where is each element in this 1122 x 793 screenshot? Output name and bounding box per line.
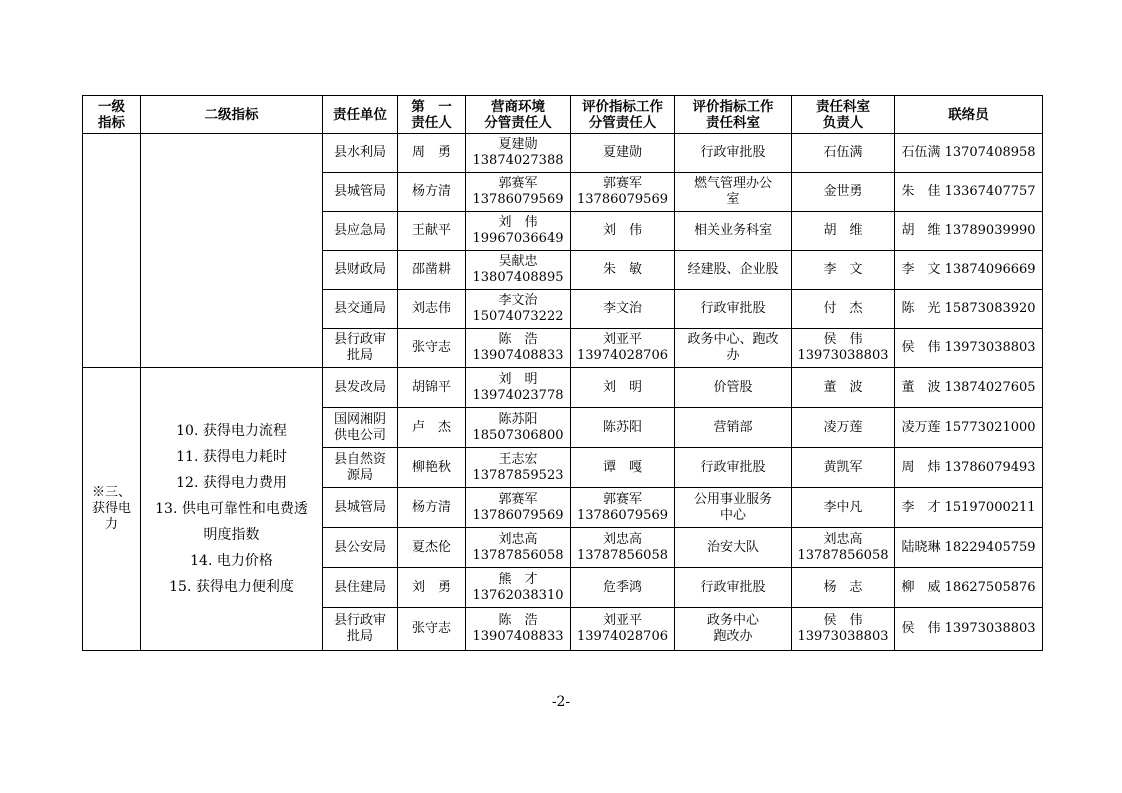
cell-line: 13787859523 (472, 467, 564, 483)
cell-line: 13787856058 (797, 547, 889, 563)
cell-line: 13973038803 (797, 629, 889, 644)
cell-line: 陈苏阳 (602, 419, 642, 435)
cell-line: 胡锦平 (411, 379, 451, 395)
eval-dept-cell (675, 329, 792, 368)
table-row (83, 368, 1043, 408)
first-person-cell (398, 329, 466, 368)
cell-line: 危季鸿 (602, 579, 642, 595)
biz-env-manager-cell (466, 608, 571, 651)
cell-line: 政务中心 (706, 613, 759, 628)
cell-line: 陈 浩 (498, 613, 538, 628)
cell-line: 治安大队 (706, 539, 759, 555)
cell-line: 柳艳秋 (411, 459, 451, 475)
cell-line: 营销部 (713, 419, 753, 435)
eval-manager-cell (571, 528, 675, 568)
cell-line: 董 波 (823, 379, 863, 395)
liaison-cell: 柳 威 18627505876 (895, 568, 1043, 608)
responsibility-table (82, 95, 1043, 651)
liaison-cell: 陈 光 15873083920 (895, 290, 1043, 329)
dept-head-cell (792, 408, 895, 448)
cell-line: 13974023778 (472, 387, 564, 403)
biz-env-manager-cell (466, 173, 571, 212)
cell-line: 评价指标工作 (692, 98, 774, 115)
cell-line: 吴献忠 (498, 254, 538, 269)
cell-line: 18507306800 (472, 427, 564, 443)
first-person-cell (398, 528, 466, 568)
eval-dept-cell (675, 173, 792, 212)
biz-env-manager-cell (466, 251, 571, 290)
cell-line: 供电公司 (333, 427, 386, 443)
level1-indicator-cell (83, 368, 141, 651)
cell-line: 行政审批股 (700, 459, 766, 475)
unit-cell (323, 290, 398, 329)
cell-line: 郭赛军 (498, 491, 538, 507)
level2-indicator-item: 10. 获得电力流程 (176, 423, 287, 439)
cell-line: 周 勇 (411, 145, 451, 160)
unit-cell (323, 329, 398, 368)
header-level1 (83, 96, 141, 134)
cell-line: 一级 (98, 98, 125, 115)
first-person-cell (398, 368, 466, 408)
cell-line: 13786079569 (577, 192, 668, 207)
cell-line: 县公安局 (333, 539, 386, 555)
cell-line: 13762038310 (472, 587, 564, 603)
cell-line: 燃气管理办公 (693, 176, 772, 191)
cell-line: 夏杰伦 (411, 539, 451, 555)
first-person-cell (398, 212, 466, 251)
liaison-cell: 朱 佳 13367407757 (895, 173, 1043, 212)
cell-line: 办 (726, 348, 740, 363)
liaison-cell: 胡 维 13789039990 (895, 212, 1043, 251)
biz-env-manager-cell (466, 212, 571, 251)
eval-manager-cell (571, 608, 675, 651)
first-person-cell (398, 568, 466, 608)
cell-line: 王献平 (411, 223, 451, 238)
cell-line: 刘 勇 (411, 579, 451, 595)
liaison-cell: 凌万莲 15773021000 (895, 408, 1043, 448)
eval-manager-cell (571, 568, 675, 608)
unit-cell (323, 408, 398, 448)
cell-line: 19967036649 (472, 231, 564, 246)
eval-dept-cell (675, 568, 792, 608)
cell-line: 责任科室 (706, 114, 760, 131)
level2-indicator-cell (141, 368, 323, 651)
cell-line: 公用事业服务 (693, 491, 772, 507)
dept-head-cell (792, 290, 895, 329)
header-biz-env-manager (466, 96, 571, 134)
cell-line: 获得电 (91, 501, 131, 516)
eval-dept-cell (675, 488, 792, 528)
cell-line: 刘 明 (602, 379, 642, 395)
cell-line: 李中凡 (823, 499, 863, 515)
first-person-cell (398, 251, 466, 290)
cell-line: 刘忠高 (498, 531, 538, 547)
cell-line: 中心 (719, 507, 746, 523)
cell-line: 行政审批股 (700, 145, 766, 160)
cell-line: 县城管局 (333, 499, 386, 515)
dept-head-cell (792, 134, 895, 173)
eval-dept-cell (675, 368, 792, 408)
eval-manager-cell (571, 368, 675, 408)
cell-line: 县住建局 (333, 579, 386, 595)
unit-cell (323, 528, 398, 568)
dept-head-cell (792, 251, 895, 290)
eval-dept-cell (675, 528, 792, 568)
cell-line: 县自然资 (333, 451, 386, 467)
cell-line: 王志宏 (498, 451, 538, 467)
cell-line: 跑改办 (713, 629, 753, 644)
cell-line: 侯 伟 (823, 332, 863, 347)
level2-indicator-item: 14. 电力价格 (190, 553, 273, 569)
unit-cell (323, 368, 398, 408)
biz-env-manager-cell (466, 488, 571, 528)
first-person-cell (398, 608, 466, 651)
dept-head-cell (792, 448, 895, 488)
page-number: -2- (551, 694, 571, 710)
liaison-cell: 周 炜 13786079493 (895, 448, 1043, 488)
biz-env-manager-cell (466, 134, 571, 173)
cell-line: 批局 (346, 348, 373, 363)
table-body (83, 134, 1043, 651)
cell-line: 侯 伟 (823, 613, 863, 628)
cell-line: 二级指标 (204, 106, 259, 123)
cell-line: 第 一 (411, 98, 452, 115)
cell-line: 县财政局 (333, 262, 386, 277)
level2-indicator-item: 明度指数 (203, 527, 260, 543)
cell-line: 县发改局 (333, 379, 386, 395)
cell-line: 卢 杰 (411, 419, 451, 435)
cell-line: 夏建勋 (498, 137, 538, 152)
cell-line: ※三、 (91, 485, 131, 500)
cell-line: 13907408833 (472, 348, 564, 363)
unit-cell (323, 173, 398, 212)
cell-line: 陈 浩 (498, 332, 538, 347)
first-person-cell (398, 134, 466, 173)
cell-line: 张守志 (411, 621, 451, 636)
cell-line: 熊 才 (498, 571, 538, 587)
eval-manager-cell (571, 290, 675, 329)
liaison-cell: 陆晓琳 18229405759 (895, 528, 1043, 568)
biz-env-manager-cell (466, 329, 571, 368)
cell-line: 李 文 (823, 262, 863, 277)
liaison-cell: 董 波 13874027605 (895, 368, 1043, 408)
header-eval-dept (675, 96, 792, 134)
unit-cell (323, 212, 398, 251)
header-level2 (141, 96, 323, 134)
cell-line: 13974028706 (577, 629, 668, 644)
header-first-person (398, 96, 466, 134)
cell-line: 分管责任人 (484, 114, 552, 131)
dept-head-cell (792, 173, 895, 212)
cell-line: 国网湘阴 (333, 411, 386, 427)
eval-manager-cell (571, 212, 675, 251)
cell-line: 负责人 (822, 114, 864, 131)
cell-line: 李文治 (602, 301, 642, 316)
cell-line: 13807408895 (472, 270, 564, 285)
liaison-cell: 侯 伟 13973038803 (895, 329, 1043, 368)
cell-line: 营商环境 (491, 98, 545, 115)
biz-env-manager-cell (466, 290, 571, 329)
cell-line: 刘 伟 (602, 223, 642, 238)
eval-manager-cell (571, 173, 675, 212)
header-liaison (895, 96, 1043, 134)
eval-dept-cell (675, 251, 792, 290)
liaison-cell: 李 文 13874096669 (895, 251, 1043, 290)
unit-cell (323, 568, 398, 608)
cell-line: 13787856058 (472, 547, 564, 563)
eval-dept-cell (675, 408, 792, 448)
unit-cell (323, 608, 398, 651)
dept-head-cell (792, 212, 895, 251)
cell-line: 付 杰 (823, 301, 863, 316)
cell-line: 13973038803 (797, 348, 889, 363)
biz-env-manager-cell (466, 448, 571, 488)
cell-line: 经建股、企业股 (687, 262, 779, 277)
eval-dept-cell (675, 212, 792, 251)
liaison-cell: 李 才 15197000211 (895, 488, 1043, 528)
cell-line: 胡 维 (823, 223, 863, 238)
cell-line: 黄凯军 (823, 459, 863, 475)
cell-line: 朱 敏 (602, 262, 642, 277)
eval-manager-cell (571, 134, 675, 173)
unit-cell (323, 488, 398, 528)
cell-line: 13787856058 (577, 547, 668, 563)
eval-dept-cell (675, 448, 792, 488)
first-person-cell (398, 173, 466, 212)
eval-manager-cell (571, 448, 675, 488)
header-unit (323, 96, 398, 134)
cell-line: 刘志伟 (411, 301, 451, 316)
cell-line: 政务中心、跑改 (687, 332, 779, 347)
cell-line: 县交通局 (333, 301, 386, 316)
dept-head-cell (792, 488, 895, 528)
liaison-cell: 石伍满 13707408958 (895, 134, 1043, 173)
cell-line: 批局 (346, 629, 373, 644)
biz-env-manager-cell (466, 408, 571, 448)
cell-line: 相关业务科室 (693, 223, 772, 238)
cell-line: 评价指标工作 (582, 98, 663, 115)
cell-line: 杨方清 (411, 499, 451, 515)
cell-line: 13907408833 (472, 629, 564, 644)
biz-env-manager-cell (466, 368, 571, 408)
first-person-cell (398, 488, 466, 528)
cell-line: 源局 (346, 467, 373, 483)
dept-head-cell (792, 368, 895, 408)
cell-line: 13786079569 (472, 192, 564, 207)
first-person-cell (398, 290, 466, 329)
cell-line: 县行政审 (333, 332, 386, 347)
unit-cell (323, 251, 398, 290)
eval-manager-cell (571, 251, 675, 290)
cell-line: 县行政审 (333, 613, 386, 628)
cell-line: 凌万莲 (823, 419, 863, 435)
cell-line: 县水利局 (333, 145, 386, 160)
cell-line: 刘忠高 (823, 531, 863, 547)
level2-indicator-item: 13. 供电可靠性和电费透 (155, 501, 308, 517)
unit-cell (323, 134, 398, 173)
cell-line: 行政审批股 (700, 301, 766, 316)
cell-line: 13786079569 (577, 507, 668, 523)
cell-line: 金世勇 (823, 184, 863, 199)
cell-line: 刘亚平 (602, 613, 642, 628)
dept-head-cell (792, 568, 895, 608)
cell-line: 责任科室 (816, 98, 870, 115)
dept-head-cell (792, 608, 895, 651)
cell-line: 李文治 (498, 293, 538, 308)
cell-line: 张守志 (411, 340, 451, 355)
level2-indicator-item: 11. 获得电力耗时 (176, 449, 287, 465)
biz-env-manager-cell (466, 528, 571, 568)
header-row (83, 96, 1043, 134)
cell-line: 县城管局 (333, 184, 386, 199)
unit-cell (323, 448, 398, 488)
cell-line: 刘忠高 (602, 531, 642, 547)
cell-line: 郭赛军 (602, 491, 642, 507)
liaison-cell: 侯 伟 13973038803 (895, 608, 1043, 651)
cell-line: 13974028706 (577, 348, 668, 363)
cell-line: 陈苏阳 (498, 411, 538, 427)
cell-line: 力 (104, 517, 118, 532)
cell-line: 石伍满 (823, 145, 863, 160)
cell-line: 指标 (98, 114, 125, 131)
dept-head-cell (792, 329, 895, 368)
cell-line: 刘亚平 (602, 332, 642, 347)
cell-line: 郭赛军 (498, 176, 538, 191)
level2-indicator-list (143, 418, 320, 600)
eval-manager-cell (571, 329, 675, 368)
biz-env-manager-cell (466, 568, 571, 608)
eval-dept-cell (675, 134, 792, 173)
table-row (83, 134, 1043, 173)
cell-line: 杨 志 (823, 579, 863, 595)
cell-line: 13874027388 (472, 153, 564, 168)
level1-indicator-cell (83, 134, 141, 368)
cell-line: 县应急局 (333, 223, 386, 238)
level2-indicator-item: 12. 获得电力费用 (176, 475, 287, 491)
cell-line: 分管责任人 (588, 114, 657, 131)
cell-line: 夏建勋 (602, 145, 642, 160)
level2-indicator-cell (141, 134, 323, 368)
eval-dept-cell (675, 608, 792, 651)
header-dept-head (792, 96, 895, 134)
cell-line: 杨方清 (411, 184, 451, 199)
eval-manager-cell (571, 408, 675, 448)
cell-line: 13786079569 (472, 507, 564, 523)
cell-line: 行政审批股 (700, 579, 766, 595)
first-person-cell (398, 408, 466, 448)
header-eval-manager (571, 96, 675, 134)
first-person-cell (398, 448, 466, 488)
cell-line: 联络员 (948, 106, 989, 123)
eval-manager-cell (571, 488, 675, 528)
level2-indicator-item: 15. 获得电力便利度 (169, 579, 294, 595)
eval-dept-cell (675, 290, 792, 329)
cell-line: 责任人 (411, 114, 452, 131)
cell-line: 刘 伟 (498, 215, 538, 230)
cell-line: 谭 嘎 (602, 459, 642, 475)
cell-line: 价管股 (713, 379, 753, 395)
dept-head-cell (792, 528, 895, 568)
cell-line: 邵凿耕 (411, 262, 451, 277)
cell-line: 室 (726, 192, 740, 207)
cell-line: 责任单位 (333, 106, 387, 123)
cell-line: 15074073222 (472, 309, 564, 324)
cell-line: 郭赛军 (602, 176, 642, 191)
cell-line: 刘 明 (498, 371, 538, 387)
